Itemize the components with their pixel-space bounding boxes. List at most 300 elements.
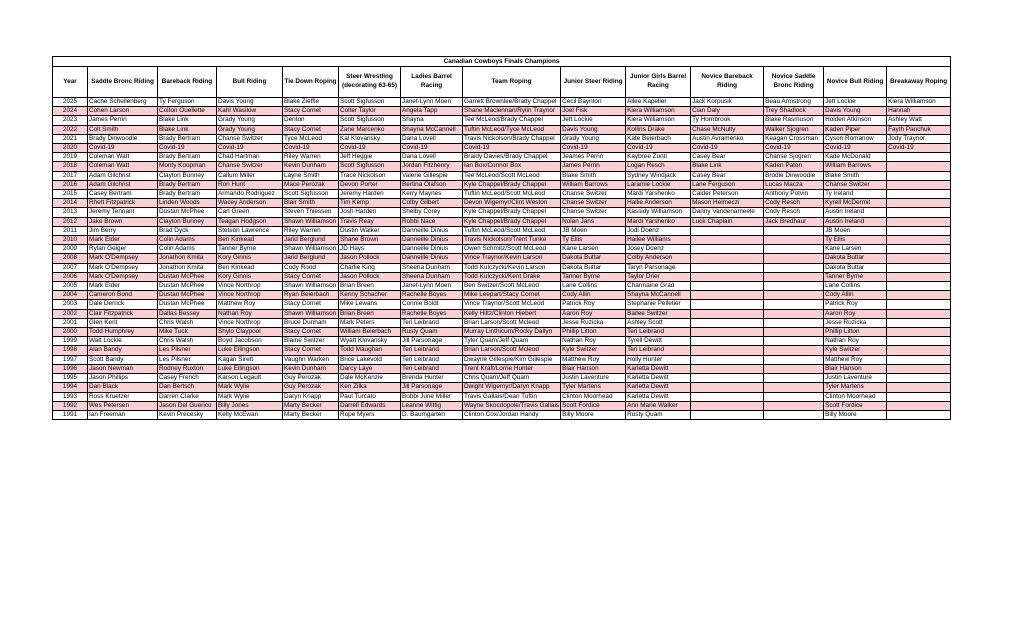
champion-cell[interactable]: James Perrin (88, 116, 158, 125)
champion-cell[interactable]: Colin Adams (158, 236, 217, 245)
champion-cell[interactable] (691, 364, 764, 373)
champion-cell[interactable]: Jesse Ruzicka (561, 318, 626, 327)
champion-cell[interactable]: Austin Ireland (824, 208, 887, 217)
champion-cell[interactable] (691, 291, 764, 300)
column-header[interactable]: Year (53, 67, 88, 98)
champion-cell[interactable]: Shawn Williamson (283, 245, 339, 254)
champion-cell[interactable] (887, 217, 951, 226)
champion-cell[interactable]: Clinton Moorhead (824, 392, 887, 401)
champion-cell[interactable]: Cameron Bond (88, 291, 158, 300)
champion-cell[interactable]: Chanse Switzer (561, 190, 626, 199)
champion-cell[interactable]: Tim Kemp (339, 199, 401, 208)
champion-cell[interactable] (887, 272, 951, 281)
champion-cell[interactable] (691, 328, 764, 337)
champion-cell[interactable]: Jonathon Kmita (158, 254, 217, 263)
champion-cell[interactable]: Dakota Buttar (561, 254, 626, 263)
champion-cell[interactable]: Sheena Dunham (401, 263, 463, 272)
champion-cell[interactable]: Scott Sigfusson (339, 98, 401, 107)
champion-cell[interactable]: Marty Becker (283, 401, 339, 410)
champion-cell[interactable] (764, 337, 824, 346)
champion-cell[interactable]: Dakota Buttar (561, 263, 626, 272)
champion-cell[interactable]: Aaron Roy (824, 309, 887, 318)
champion-cell[interactable]: Teri Leibrand (401, 355, 463, 364)
champion-cell[interactable]: Chanse Switzer (217, 134, 283, 143)
champion-cell[interactable]: Covid-19 (626, 144, 691, 153)
champion-cell[interactable]: Janet-Lynn Moen (401, 98, 463, 107)
champion-cell[interactable]: Stacy Cornet (283, 125, 339, 134)
champion-cell[interactable]: Ian Freeman (88, 410, 158, 419)
champion-cell[interactable]: Clair Fitzpatrick (88, 309, 158, 318)
champion-cell[interactable] (764, 245, 824, 254)
champion-cell[interactable]: Coleman Watt (88, 162, 158, 171)
champion-cell[interactable]: Marty Becker (283, 410, 339, 419)
champion-cell[interactable] (764, 374, 824, 383)
champion-cell[interactable] (691, 272, 764, 281)
champion-cell[interactable]: Justin Laventure (824, 374, 887, 383)
champion-cell[interactable]: Tanner Byrne (217, 245, 283, 254)
champion-cell[interactable]: Mike Lewans (339, 300, 401, 309)
champion-cell[interactable]: Kelly McEwan (217, 410, 283, 419)
champion-cell[interactable]: Kenny Schacher (339, 291, 401, 300)
champion-cell[interactable]: Monty Koopman (158, 162, 217, 171)
champion-cell[interactable]: Linden Woods (158, 199, 217, 208)
champion-cell[interactable]: Blake Smith (561, 171, 626, 180)
champion-cell[interactable] (887, 282, 951, 291)
champion-cell[interactable] (887, 346, 951, 355)
champion-cell[interactable]: Billy Moore (824, 410, 887, 419)
champion-cell[interactable]: JD Hays (339, 245, 401, 254)
champion-cell[interactable]: Cian Daly (691, 107, 764, 116)
champion-cell[interactable]: Brian Larson/Scott Mcleod (463, 346, 561, 355)
year-cell[interactable]: 1997 (53, 355, 88, 364)
champion-cell[interactable]: JB Moen (824, 226, 887, 235)
champion-cell[interactable]: Lane Ferguson (691, 180, 764, 189)
champion-cell[interactable]: Jett Lockie (561, 116, 626, 125)
champion-cell[interactable]: Kory Ginnis (217, 272, 283, 281)
champion-cell[interactable]: Todd Kulczycki/Kent Drake (463, 272, 561, 281)
champion-cell[interactable]: Patrick Roy (824, 300, 887, 309)
champion-cell[interactable]: Laramie Lockie (626, 180, 691, 189)
champion-cell[interactable]: Murray Linthicum/Rocky Dallyn (463, 328, 561, 337)
champion-cell[interactable]: Covid-19 (691, 144, 764, 153)
champion-cell[interactable]: Adam Gilchrist (88, 180, 158, 189)
champion-cell[interactable]: Aaron Roy (561, 309, 626, 318)
champion-cell[interactable]: Janet-Lynn Moen (401, 282, 463, 291)
champion-cell[interactable]: Colton Ouellette (158, 107, 217, 116)
champion-cell[interactable]: Fayth Panchuk (887, 125, 951, 134)
champion-cell[interactable]: Charlie King (339, 263, 401, 272)
champion-cell[interactable]: Wyatt Klovansky (339, 337, 401, 346)
champion-cell[interactable] (887, 300, 951, 309)
champion-cell[interactable]: Dustan McPhee (158, 282, 217, 291)
champion-cell[interactable]: Kyle Chappel/Brady Chappel (463, 180, 561, 189)
champion-cell[interactable]: Kade McDonald (824, 153, 887, 162)
champion-cell[interactable]: Stacy Cornet (283, 107, 339, 116)
champion-cell[interactable]: Vince Northrop (217, 291, 283, 300)
champion-cell[interactable]: Bailee Switzer (626, 309, 691, 318)
champion-cell[interactable]: Vaughn Warken (283, 355, 339, 364)
champion-cell[interactable] (691, 263, 764, 272)
champion-cell[interactable]: Blake Link (158, 116, 217, 125)
champion-cell[interactable]: Taylor Drier (626, 272, 691, 281)
champion-cell[interactable]: Tyler Martens (824, 383, 887, 392)
champion-cell[interactable]: Dustan McPhee (158, 272, 217, 281)
champion-cell[interactable]: Karletta Dewitt (626, 364, 691, 373)
champion-cell[interactable]: Dakota Buttar (824, 263, 887, 272)
champion-cell[interactable]: William Barrows (561, 180, 626, 189)
champion-cell[interactable]: Dana Lovell (401, 153, 463, 162)
champion-cell[interactable]: Scott Sigfusson (283, 190, 339, 199)
champion-cell[interactable]: Ron Hunt (217, 180, 283, 189)
champion-cell[interactable]: Danny Vandenameele (691, 208, 764, 217)
champion-cell[interactable]: Jarid Berglund (283, 236, 339, 245)
champion-cell[interactable]: Shawn Williamson (283, 217, 339, 226)
champion-cell[interactable]: Luck Chaplain (691, 217, 764, 226)
champion-cell[interactable]: Mike Tuck (158, 328, 217, 337)
champion-cell[interactable]: Kaden Paton (764, 162, 824, 171)
champion-cell[interactable]: Teagan Hodgson (217, 217, 283, 226)
champion-cell[interactable]: Rusty Quam (401, 328, 463, 337)
champion-cell[interactable]: Travis Nickolson/Brady Chappel (463, 134, 561, 143)
champion-cell[interactable]: Dwayne Gillespie/Kim Gillespie (463, 355, 561, 364)
champion-cell[interactable]: Colt Smith (88, 125, 158, 134)
champion-cell[interactable]: Leanne Wittig (401, 401, 463, 410)
champion-cell[interactable]: Chanse Switzer (561, 199, 626, 208)
champion-cell[interactable] (691, 346, 764, 355)
champion-cell[interactable]: Teri Leibrand (626, 328, 691, 337)
champion-cell[interactable]: Tyler Quam/Jeff Quam (463, 337, 561, 346)
champion-cell[interactable]: Riley Warren (283, 226, 339, 235)
champion-cell[interactable]: Covid-19 (158, 144, 217, 153)
champion-cell[interactable]: Brian Breen (339, 282, 401, 291)
champion-cell[interactable]: Ben Kinkead (217, 263, 283, 272)
champion-cell[interactable]: Colin Adams (158, 245, 217, 254)
champion-cell[interactable]: Kane Larsen (824, 245, 887, 254)
champion-cell[interactable]: Phillip Litton (824, 328, 887, 337)
champion-cell[interactable]: Walt Lockie (88, 337, 158, 346)
champion-cell[interactable] (691, 318, 764, 327)
champion-cell[interactable]: Teri Leibrand (401, 364, 463, 373)
column-header[interactable]: Ladies Barrel Racing (401, 67, 463, 98)
champion-cell[interactable] (764, 392, 824, 401)
champion-cell[interactable]: Brodie Dinwoodie (764, 171, 824, 180)
champion-cell[interactable]: Ashley Scott (626, 318, 691, 327)
champion-cell[interactable] (887, 162, 951, 171)
champion-cell[interactable]: Cody Rood (283, 263, 339, 272)
champion-cell[interactable]: Covid-19 (463, 144, 561, 153)
champion-cell[interactable]: Beau Armstrong (764, 98, 824, 107)
champion-cell[interactable]: Covid-19 (88, 144, 158, 153)
champion-cell[interactable]: Sheena Dunham (401, 272, 463, 281)
table-title[interactable]: Canadian Cowboys Finals Champions (53, 57, 951, 67)
champion-cell[interactable]: Blaine Switzer (283, 337, 339, 346)
champion-cell[interactable]: Karletta Dewitt (626, 383, 691, 392)
champion-cell[interactable] (887, 337, 951, 346)
champion-cell[interactable]: Guy Perozak (283, 374, 339, 383)
champion-cell[interactable] (764, 410, 824, 419)
champion-cell[interactable]: Vince Traynor/Scott McLeod (463, 300, 561, 309)
champion-cell[interactable]: Blake Zieffle (283, 98, 339, 107)
champion-cell[interactable]: Vince Traynor/Kevin Larson (463, 254, 561, 263)
champion-cell[interactable]: Valerie Gillespie (401, 171, 463, 180)
champion-cell[interactable]: Dustin Walker (339, 226, 401, 235)
champion-cell[interactable] (764, 272, 824, 281)
year-cell[interactable]: 2006 (53, 272, 88, 281)
champion-cell[interactable]: Brian Breen (339, 309, 401, 318)
champion-cell[interactable]: Austin Avramenko (691, 134, 764, 143)
champion-cell[interactable]: Taryn Parsonage (626, 263, 691, 272)
champion-cell[interactable] (887, 392, 951, 401)
year-cell[interactable]: 2022 (53, 125, 88, 134)
champion-cell[interactable]: Jason Newman (88, 364, 158, 373)
champion-cell[interactable]: Karletta Dewitt (626, 392, 691, 401)
champion-cell[interactable]: Clinton Moorhead (561, 392, 626, 401)
champion-cell[interactable]: Ryan Beierbach (283, 291, 339, 300)
year-cell[interactable]: 2008 (53, 254, 88, 263)
champion-cell[interactable] (887, 410, 951, 419)
champion-cell[interactable]: Carl Green (217, 208, 283, 217)
champion-cell[interactable]: Stacy Cornet (283, 272, 339, 281)
year-cell[interactable]: 2003 (53, 300, 88, 309)
champion-cell[interactable]: Covid-19 (887, 144, 951, 153)
champion-cell[interactable] (691, 236, 764, 245)
champion-cell[interactable]: William Barrows (824, 162, 887, 171)
champion-cell[interactable]: Blake Link (158, 125, 217, 134)
champion-cell[interactable]: Travis Reay (339, 217, 401, 226)
champion-cell[interactable]: Blair Hanson (561, 364, 626, 373)
champion-cell[interactable]: Mardi Yarshenko (626, 190, 691, 199)
champion-cell[interactable]: Jack Korpusik (691, 98, 764, 107)
champion-cell[interactable]: Tanner Byrne (561, 272, 626, 281)
champion-cell[interactable]: Travis Nickolson/Trent Tunke (463, 236, 561, 245)
champion-cell[interactable] (764, 318, 824, 327)
champion-cell[interactable]: Kahl Wasilow (217, 107, 283, 116)
champion-cell[interactable]: Armando Rodriguez (217, 190, 283, 199)
champion-cell[interactable]: Wacey Anderson (217, 199, 283, 208)
champion-cell[interactable]: Mark Elder (88, 236, 158, 245)
champion-cell[interactable]: Blair Smith (283, 199, 339, 208)
champion-cell[interactable]: Shayna McCannell (626, 291, 691, 300)
champion-cell[interactable]: Brady Bertram (158, 190, 217, 199)
champion-cell[interactable]: Travis Gallais/Dean Tuftin (463, 392, 561, 401)
champion-cell[interactable] (764, 226, 824, 235)
champion-cell[interactable]: Scott Sigfusson (339, 116, 401, 125)
champion-cell[interactable]: Davis Young (561, 125, 626, 134)
year-cell[interactable]: 2005 (53, 282, 88, 291)
champion-cell[interactable]: Mark Peters (339, 318, 401, 327)
champion-cell[interactable]: Shawn Williamson (283, 282, 339, 291)
champion-cell[interactable]: Boyd Jacobson (217, 337, 283, 346)
champion-cell[interactable]: Kyle Switzer (561, 346, 626, 355)
champion-cell[interactable]: Chad Hartman (217, 153, 283, 162)
champion-cell[interactable]: Mark Wylie (217, 383, 283, 392)
champion-cell[interactable] (691, 309, 764, 318)
champion-cell[interactable]: Holden Atkinson (824, 116, 887, 125)
champion-cell[interactable]: Jill Parsonage (401, 383, 463, 392)
champion-cell[interactable]: Shayna McCannell (401, 125, 463, 134)
champion-cell[interactable]: Brad Dyck (158, 226, 217, 235)
champion-cell[interactable]: Dwight Wigemyr/Daryn Knapp (463, 383, 561, 392)
champion-cell[interactable] (887, 291, 951, 300)
champion-cell[interactable]: Grady Young (561, 134, 626, 143)
champion-cell[interactable]: Adam Gilchrist (88, 171, 158, 180)
champion-cell[interactable]: Nathan Roy (824, 337, 887, 346)
champion-cell[interactable]: Ty Ellis (824, 236, 887, 245)
champion-cell[interactable]: Coleman Watt (88, 153, 158, 162)
year-cell[interactable]: 2002 (53, 309, 88, 318)
column-header[interactable]: Junior Steer Riding (561, 67, 626, 98)
champion-cell[interactable]: Todd Maughan (339, 346, 401, 355)
year-cell[interactable]: 2012 (53, 217, 88, 226)
champion-cell[interactable]: Stacy Cornet (283, 328, 339, 337)
champion-cell[interactable]: Ty Ellis (561, 236, 626, 245)
champion-cell[interactable] (691, 410, 764, 419)
column-header[interactable]: Novice Bareback Riding (691, 67, 764, 98)
champion-cell[interactable]: Mark O'Dempsey (88, 263, 158, 272)
champion-cell[interactable] (887, 401, 951, 410)
year-cell[interactable]: 1993 (53, 392, 88, 401)
year-cell[interactable]: 2014 (53, 199, 88, 208)
year-cell[interactable]: 2013 (53, 208, 88, 217)
champion-cell[interactable]: Chanse Sjogren (764, 153, 824, 162)
champion-cell[interactable]: Glen Kent (88, 318, 158, 327)
champion-cell[interactable]: Dale McKenzie (339, 374, 401, 383)
champion-cell[interactable] (691, 245, 764, 254)
champion-cell[interactable]: Ian Box/Connor Box (463, 162, 561, 171)
champion-cell[interactable]: Kassidy Williamson (626, 208, 691, 217)
champion-cell[interactable]: Rope Myers (339, 410, 401, 419)
champion-cell[interactable]: Kal Klovansky (339, 134, 401, 143)
champion-cell[interactable]: Steven Thiessen (283, 208, 339, 217)
champion-cell[interactable]: Jordan Fitzhenry (401, 162, 463, 171)
champion-cell[interactable]: Covid-19 (824, 144, 887, 153)
champion-cell[interactable]: Stephanie Pelletier (626, 300, 691, 309)
year-cell[interactable]: 2024 (53, 107, 88, 116)
year-cell[interactable]: 2001 (53, 318, 88, 327)
champion-cell[interactable] (887, 171, 951, 180)
champion-cell[interactable]: Casey Bear (691, 171, 764, 180)
champion-cell[interactable]: Garrett Brownlee/Brady Chappel (463, 98, 561, 107)
champion-cell[interactable]: Hailee Williams (626, 236, 691, 245)
champion-cell[interactable]: Rylan Geiger (88, 245, 158, 254)
champion-cell[interactable]: Ann Marie Walker (626, 401, 691, 410)
champion-cell[interactable]: Vince Northrop (217, 318, 283, 327)
champion-cell[interactable] (764, 309, 824, 318)
champion-cell[interactable]: Kevin Precesky (158, 410, 217, 419)
champion-cell[interactable]: Brian Larson/Scott Mcleod (463, 318, 561, 327)
champion-cell[interactable]: Kyrell McDermit (824, 199, 887, 208)
champion-cell[interactable]: Lane Collins (561, 282, 626, 291)
champion-cell[interactable]: Tanner Byrne (824, 272, 887, 281)
champion-cell[interactable]: Connie Boldt (401, 300, 463, 309)
champion-cell[interactable]: Nathan Roy (561, 337, 626, 346)
champion-cell[interactable]: Covid-19 (764, 144, 824, 153)
champion-cell[interactable]: Kiera Williamson (887, 98, 951, 107)
champion-cell[interactable]: Mark Wylie (217, 392, 283, 401)
champion-cell[interactable]: Justin Laventure (561, 374, 626, 383)
champion-cell[interactable]: Alan Bandy (88, 346, 158, 355)
champion-cell[interactable]: Tuftin McLeod/Scott McLeod (463, 190, 561, 199)
champion-cell[interactable]: Jim Berry (88, 226, 158, 235)
champion-cell[interactable]: Sydney Windjack (626, 171, 691, 180)
champion-cell[interactable]: Kiera Williamson (626, 116, 691, 125)
champion-cell[interactable]: Cody Allin (824, 291, 887, 300)
champion-cell[interactable]: Kelly Hiltz/Clinton Hiebert (463, 309, 561, 318)
champion-cell[interactable]: Ty Hornbrook (691, 116, 764, 125)
champion-cell[interactable] (887, 199, 951, 208)
champion-cell[interactable]: Shylo Claypool (217, 328, 283, 337)
champion-cell[interactable]: Trent Kraft/Lorrie Hunter (463, 364, 561, 373)
champion-cell[interactable]: Jarid Berglund (283, 254, 339, 263)
champion-cell[interactable]: Tyler Martens (561, 383, 626, 392)
champion-cell[interactable] (887, 153, 951, 162)
champion-cell[interactable]: Kaybree Zunti (626, 153, 691, 162)
column-header[interactable]: Bull Riding (217, 67, 283, 98)
champion-cell[interactable]: Logan Resch (626, 162, 691, 171)
champion-cell[interactable]: Lane Collins (824, 282, 887, 291)
champion-cell[interactable]: Jake Brown (88, 217, 158, 226)
champion-cell[interactable] (887, 236, 951, 245)
champion-cell[interactable]: Charmaine Grad (626, 282, 691, 291)
champion-cell[interactable] (887, 245, 951, 254)
champion-cell[interactable]: Ty Ireland (824, 190, 887, 199)
champion-cell[interactable]: Blake Rasmuson (764, 116, 824, 125)
champion-cell[interactable]: Allee Kapeller (626, 98, 691, 107)
champion-cell[interactable]: Nathan Roy (217, 309, 283, 318)
champion-cell[interactable]: Mason Helmeczi (691, 199, 764, 208)
champion-cell[interactable]: Shelby Corey (401, 208, 463, 217)
year-cell[interactable]: 1992 (53, 401, 88, 410)
champion-cell[interactable] (764, 282, 824, 291)
champion-cell[interactable] (691, 383, 764, 392)
champion-cell[interactable]: Danneille Dinius (401, 245, 463, 254)
champion-cell[interactable]: Callum Miller (217, 171, 283, 180)
champion-cell[interactable]: Cohen Larson (88, 107, 158, 116)
champion-cell[interactable]: Billy Jones (217, 401, 283, 410)
year-cell[interactable]: 2023 (53, 116, 88, 125)
champion-cell[interactable] (691, 282, 764, 291)
champion-cell[interactable]: Clinton Cox/Jordan Handy (463, 410, 561, 419)
champion-cell[interactable]: Karletta Dewitt (626, 374, 691, 383)
champion-cell[interactable] (887, 263, 951, 272)
champion-cell[interactable]: Dustan McPhee (158, 208, 217, 217)
champion-cell[interactable]: Tyrell Dewitt (626, 337, 691, 346)
champion-cell[interactable]: Braidy Davies/Brady Chappel (463, 153, 561, 162)
champion-cell[interactable]: Brice Lakevold (339, 355, 401, 364)
champion-cell[interactable]: Grady Young (217, 116, 283, 125)
champion-cell[interactable] (764, 254, 824, 263)
champion-cell[interactable]: Darrell Edwards (339, 401, 401, 410)
year-cell[interactable]: 2019 (53, 153, 88, 162)
champion-cell[interactable]: Stacy Cornet (283, 300, 339, 309)
champion-cell[interactable]: Covid-19 (217, 144, 283, 153)
champion-cell[interactable]: Holly Hunter (626, 355, 691, 364)
champion-cell[interactable]: Owen Schmitz/Scott McLeod (463, 245, 561, 254)
champion-cell[interactable]: Covid-19 (561, 144, 626, 153)
champion-cell[interactable]: Brady Bertram (158, 153, 217, 162)
champion-cell[interactable]: Kory Ginnis (217, 254, 283, 263)
champion-cell[interactable]: Mark Elder (88, 282, 158, 291)
champion-cell[interactable]: Todd Humphrey (88, 328, 158, 337)
year-cell[interactable]: 1996 (53, 364, 88, 373)
year-cell[interactable]: 2010 (53, 236, 88, 245)
champion-cell[interactable]: Denton (283, 116, 339, 125)
champion-cell[interactable]: JB Moen (561, 226, 626, 235)
champion-cell[interactable]: Scott Sigfusson (339, 162, 401, 171)
champion-cell[interactable]: Kollins Drake (626, 125, 691, 134)
champion-cell[interactable]: Darren Clarke (158, 392, 217, 401)
champion-cell[interactable] (887, 318, 951, 327)
